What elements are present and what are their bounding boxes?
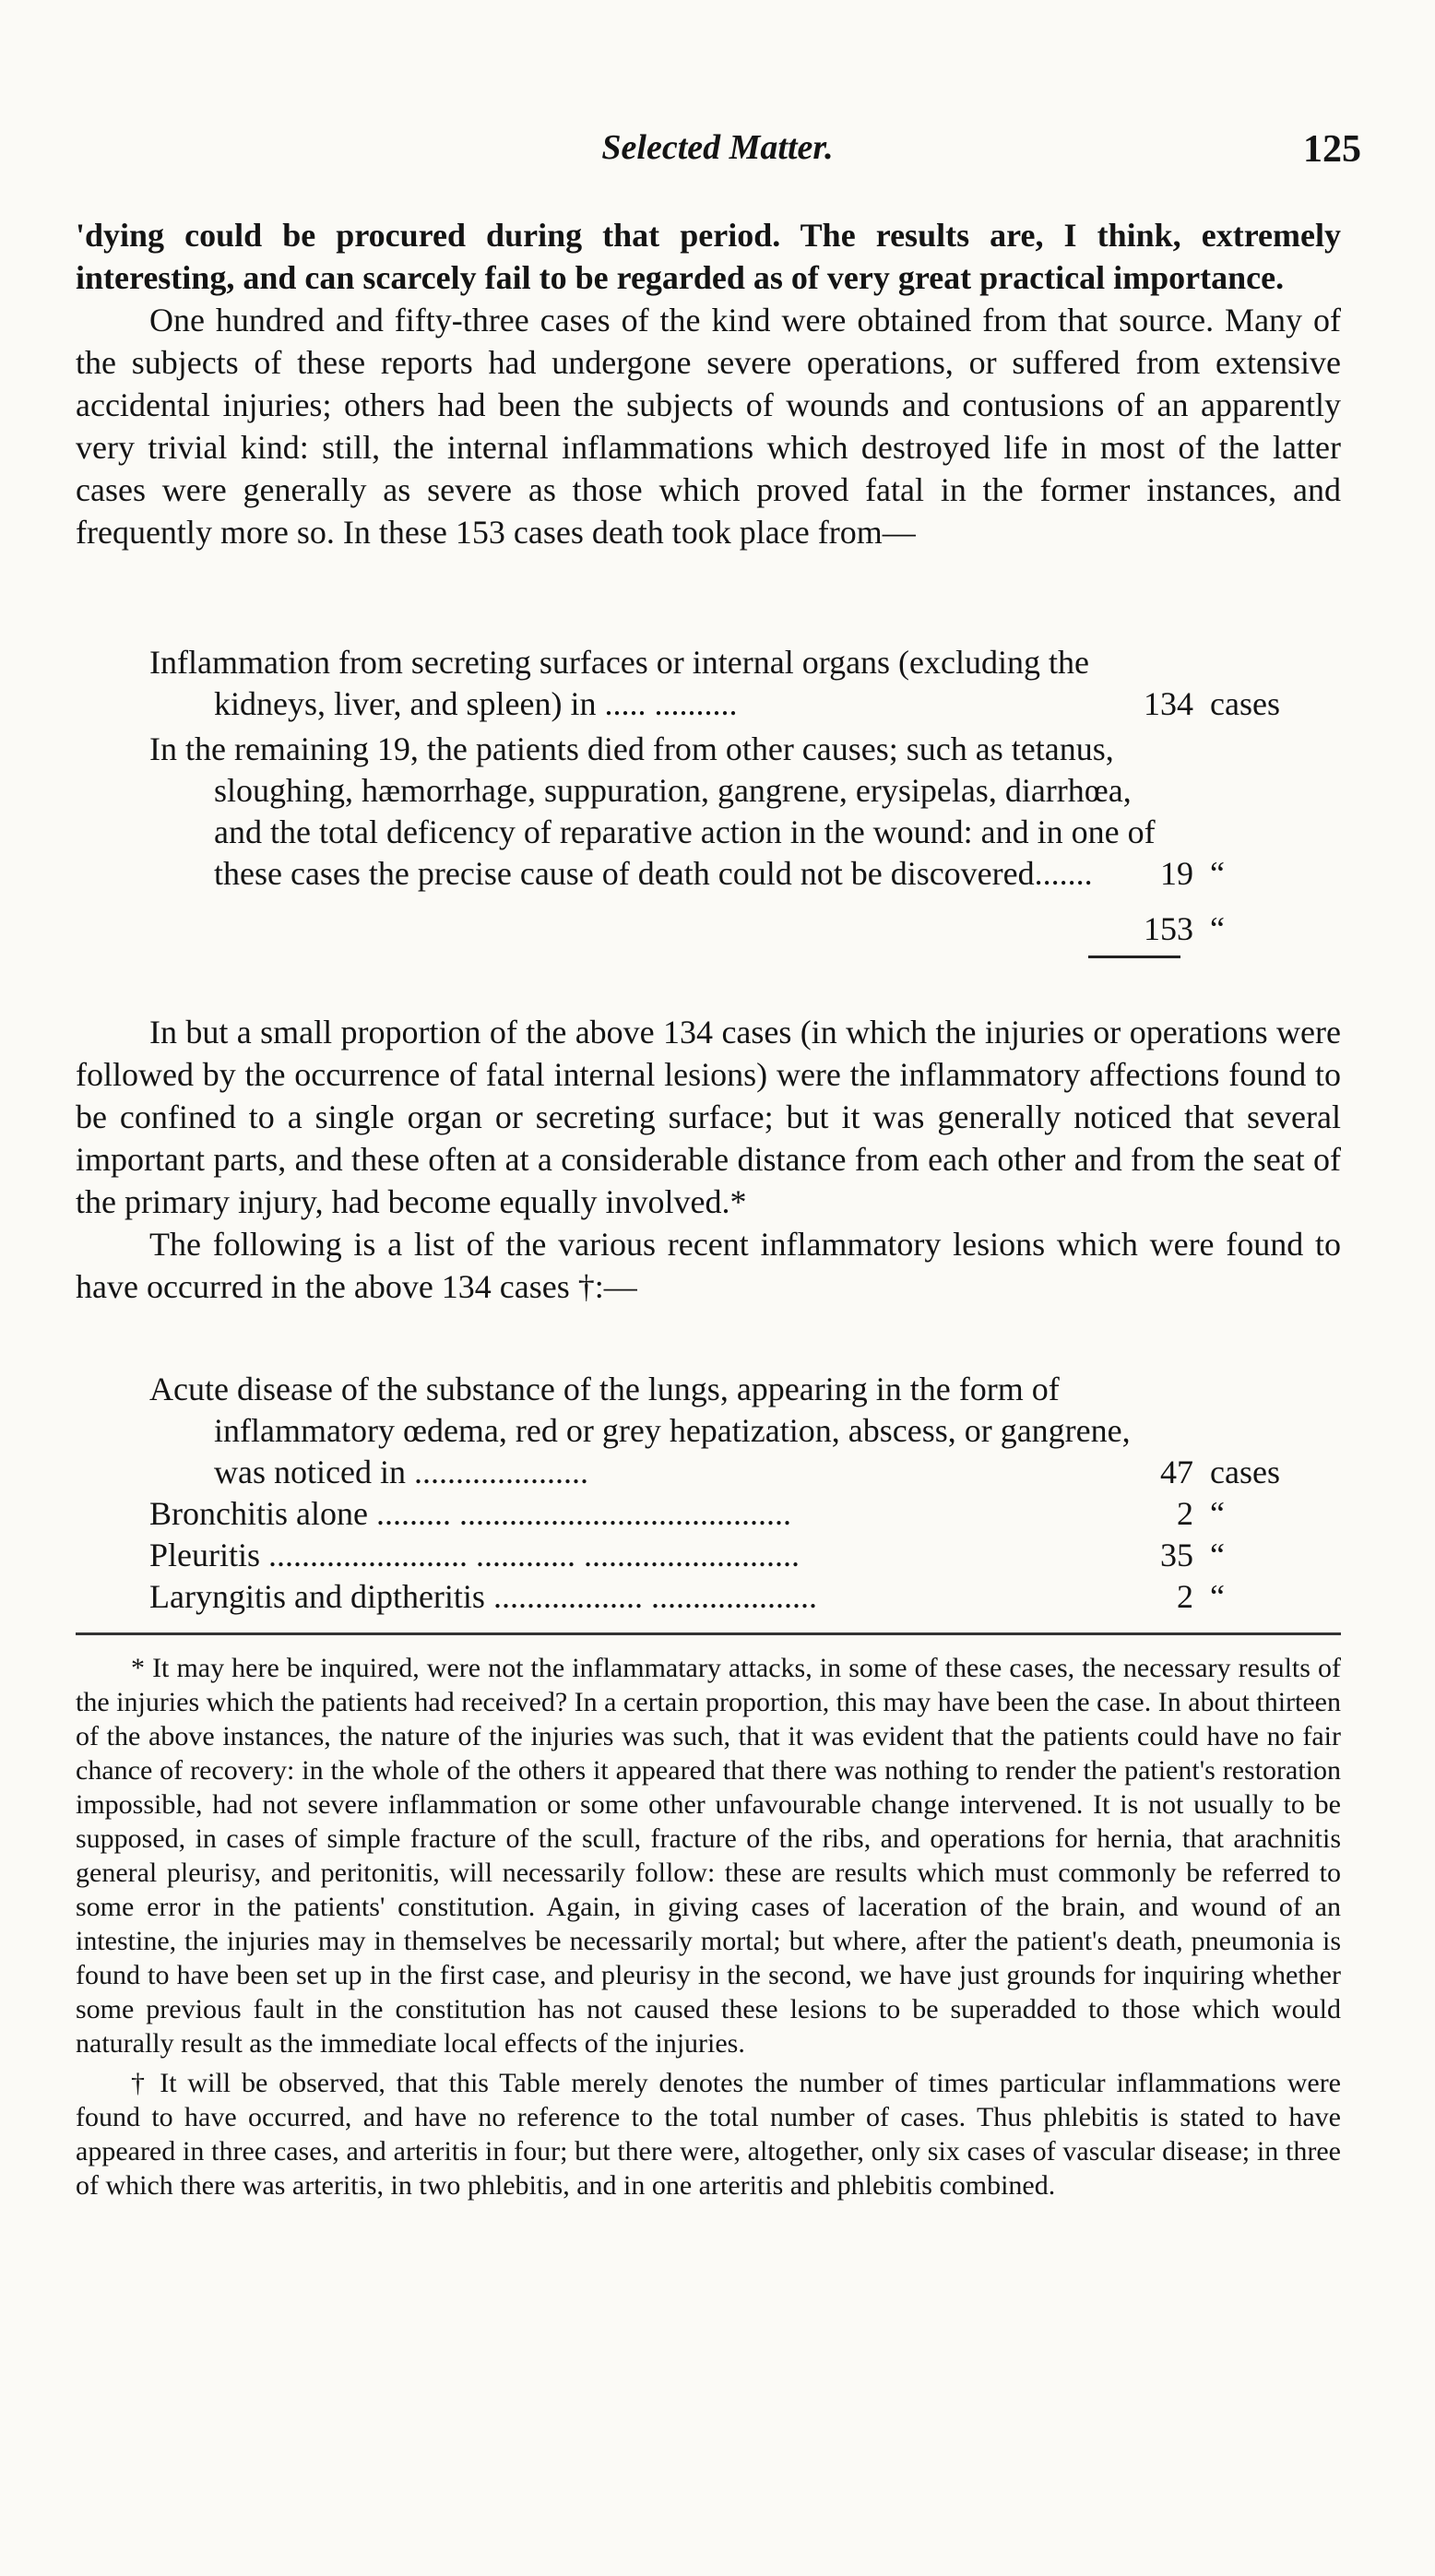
row-description: Pleuritis ........................ ............ ..........................: [149, 1537, 801, 1573]
row-unit: “: [1210, 1578, 1225, 1615]
table-row: [76, 1535, 1341, 1576]
page-number: 125: [1303, 128, 1361, 171]
row-unit: cases: [1210, 1454, 1280, 1490]
paragraph-proportion: In but a small proportion of the above 134 cases (in which the injuries or operations were followed by the occurrence of fatal internal lesions) were the inflammatory affections found to be confined to a single organ or secreting surface; but it was generally noticed that several important parts, and these often at a considerable distance from each other and from the seat of the primary injury, had become equally involved.*: [76, 1014, 1341, 1220]
footnote-divider: [76, 1632, 1341, 1635]
row-description: Bronchitis alone ......... ........................................: [149, 1495, 791, 1532]
main-text-block-1: [76, 214, 1341, 553]
table-row: [76, 1576, 1341, 1618]
row-count: 134: [1144, 685, 1193, 722]
row-count: 47: [1160, 1454, 1193, 1490]
row-count: 19: [1160, 855, 1193, 892]
lesions-table: [76, 1369, 1341, 1618]
row-description: Laryngitis and diptheritis .................. ....................: [149, 1578, 817, 1615]
page-header: [0, 118, 1435, 173]
death-causes-table: [76, 642, 1341, 950]
table-total-row: [76, 906, 1341, 950]
total-count: 153: [1144, 910, 1193, 947]
row-count: 2: [1177, 1495, 1193, 1532]
footnote-asterisk: * It may here be inquired, were not the inflammatary attacks, in some of these cases, the necessary results of the injuries which the patients had received? In a certain proportion, this may have been the case. In about thirteen of the above instances, the nature of the injuries was such, that it was evident that the patients could have no fair chance of recovery: in the whole of the others it appeared that there was nothing to render the patient's restoration impossible, had not severe inflammation or some other unfavourable change intervened. It is not usually to be supposed, in cases of simple fracture of the scull, fracture of the ribs, and operations for hernia, that arachnitis general pleurisy, and peritonitis, will necessarily follow: these are results which must commonly be referred to some error in the patients' constitution. Again, in giving cases of laceration of the brain, and wound of an intestine, the injuries may in themselves be necessarily mortal; but where, after the patient's death, pneumonia is found to have been set up in the first case, and pleurisy in the second, we have just grounds for inquiring whether some previous fault in the constitution has not caused these lesions to be superadded to those which would naturally result as the immediate local effects of the injuries.: [76, 1653, 1341, 2059]
main-text-block-2: [76, 1011, 1341, 1308]
paragraph-cases-source: One hundred and fifty-three cases of the kind were obtained from that source. Many of the subjects of these reports had undergone severe operations, or suffered from extensive accidental injuries; others had been the subjects of wounds and contusions of an apparently very trivial kind: still, the internal inflammations which destroyed life in most of the latter cases were generally as severe as those which proved fatal in the former instances, and frequently more so. In these 153 cases death took place from—: [76, 302, 1341, 551]
paragraph-list-intro: The following is a list of the various recent inflammatory lesions which were found to have occurred in the above 134 cases †:—: [76, 1226, 1341, 1305]
footnotes: [76, 1651, 1341, 2208]
table-row: [76, 642, 1341, 725]
row-count: 2: [1177, 1578, 1193, 1615]
sum-rule: [1088, 956, 1180, 958]
table-row: [76, 1493, 1341, 1535]
running-head: Selected Matter.: [601, 128, 834, 167]
row-count: 35: [1160, 1537, 1193, 1573]
row-description: Inflammation from secreting surfaces or internal organs (excluding the kidneys, liver, and spleen) in ..... ..........: [149, 644, 1089, 722]
row-unit: “: [1210, 855, 1225, 892]
table-row: [76, 1369, 1341, 1493]
table-row: [76, 729, 1341, 895]
row-description: In the remaining 19, the patients died from other causes; such as tetanus, sloughing, hæmorrhage, suppuration, gangrene, erysipelas, diarrhœa, and the total deficency of reparative action in the wound: and in one of these cases the precise cause of death could not be discovered.......: [149, 730, 1156, 892]
row-unit: “: [1210, 1537, 1225, 1573]
row-unit: “: [1210, 1495, 1225, 1532]
paragraph-continuation: 'dying could be procured during that period. The results are, I think, extremely interesting, and can scarcely fail to be regarded as of very great practical importance.: [76, 217, 1341, 296]
footnote-dagger: † It will be observed, that this Table merely denotes the number of times particular inflammations were found to have occurred, and have no reference to the total number of cases. Thus phlebitis is stated to have appeared in three cases, and arteritis in four; but there were, altogether, only six cases of vascular disease; in three of which there was arteritis, in two phlebitis, and in one arteritis and phlebitis combined.: [76, 2068, 1341, 2201]
row-unit: cases: [1210, 685, 1280, 722]
row-description: Acute disease of the substance of the lungs, appearing in the form of inflammatory œdema, red or grey hepatization, abscess, or gangrene, was noticed in .....................: [149, 1371, 1131, 1490]
row-unit: “: [1210, 910, 1225, 947]
